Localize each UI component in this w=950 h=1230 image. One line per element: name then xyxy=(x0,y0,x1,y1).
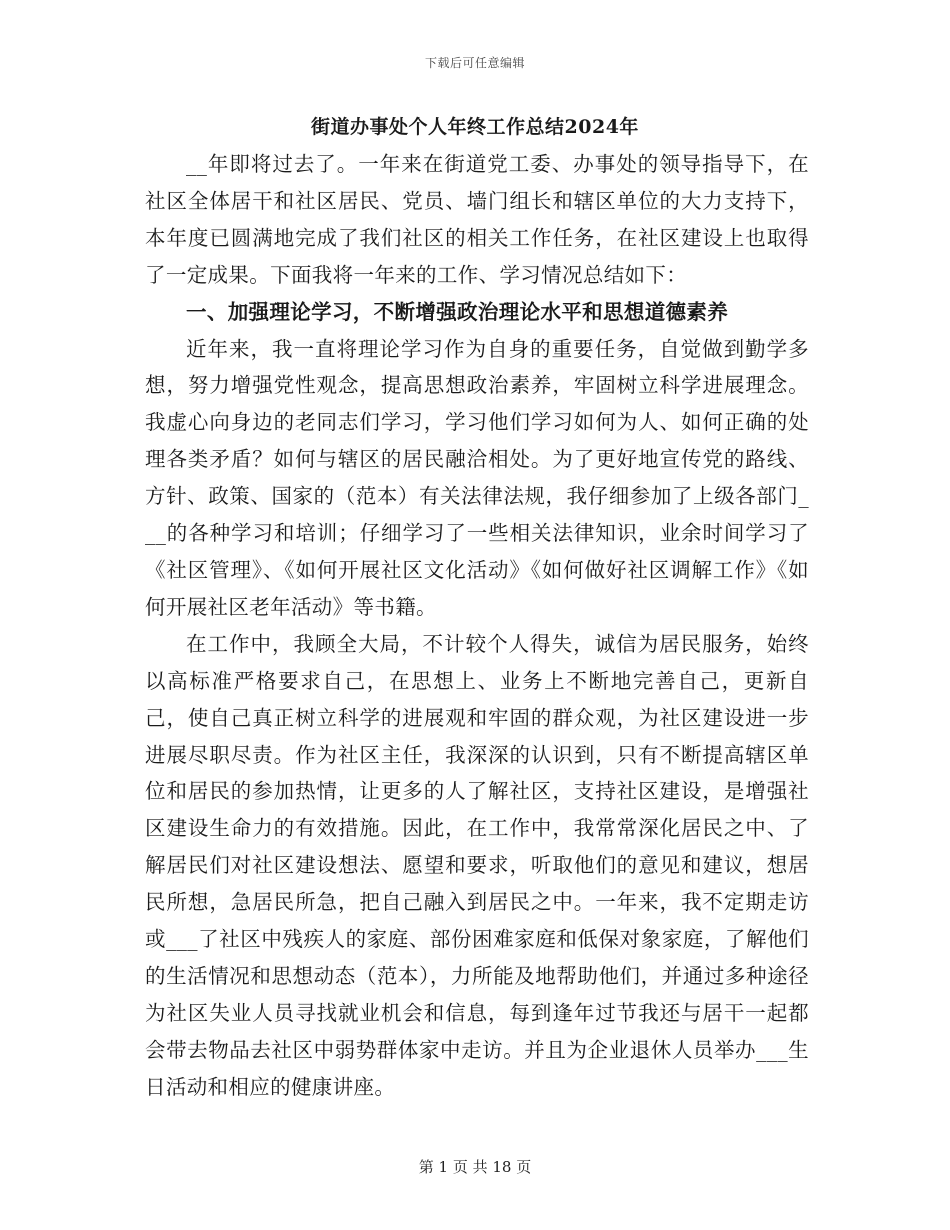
page-header: 下载后可任意编辑 xyxy=(424,56,525,70)
body-paragraph: 在工作中，我顾全大局，不计较个人得失，诚信为居民服务，始终以高标准严格要求自己，在思想上、业务上不断地完善自己，更新自己，使自己真正树立科学的进展观和牢固的群众观，为社区建设进一步进展尽职尽责。作为社区主任，我深深的认识到，只有不断提高辖区单位和居民的参加热情，让更多的人了解社区，支持社区建设，是增强社区建设生命力的有效措施。因此，在工作中，我常常深化居民之中、了解居民们对社区建设想法、愿望和要求，听取他们的意见和建议，想居民所想，急居民所急，把自己融入到居民之中。一年来，我不定期走访或___了社区中残疾人的家庭、部份困难家庭和低保对象家庭，了解他们的生活情况和思想动态（范本），力所能及地帮助他们，并通过多种途径为社区失业人员寻找就业机会和信息，每到逢年过节我还与居干一起都会带去物品去社区中弱势群体家中走访。并且为企业退休人员举办___生日活动和相应的健康讲座。 xyxy=(145,631,809,1099)
body-paragraph: 近年来，我一直将理论学习作为自身的重要任务，自觉做到勤学多想，努力增强党性观念，提高思想政治素养，牢固树立科学进展理念。我虚心向身边的老同志们学习，学习他们学习如何为人、如何正确的处理各类矛盾？如何与辖区的居民融洽相处。为了更好地宣传党的路线、方针、政策、国家的（范本）有关法律法规，我仔细参加了上级各部门___的各种学习和培训；仔细学习了一些相关法律知识，业余时间学习了《社区管理》、《如何开展社区文化活动》《如何做好社区调解工作》《如何开展社区老年活动》等书籍。 xyxy=(145,336,809,619)
page-number: 第 1 页 共 18 页 xyxy=(418,1158,532,1176)
intro-paragraph: __年即将过去了。一年来在街道党工委、办事处的领导指导下，在社区全体居干和社区居民、党员、墙门组长和辖区单位的大力支持下，本年度已圆满地完成了我们社区的相关工作任务，在社区建设上也取得了一定成果。下面我将一年来的工作、学习情况总结如下： xyxy=(145,152,809,287)
section-heading: 一、加强理论学习，不断增强政治理论水平和思想道德素养 xyxy=(186,299,729,324)
document-title: 街道办事处个人年终工作总结2024年 xyxy=(311,116,639,138)
document-body xyxy=(145,146,809,1106)
